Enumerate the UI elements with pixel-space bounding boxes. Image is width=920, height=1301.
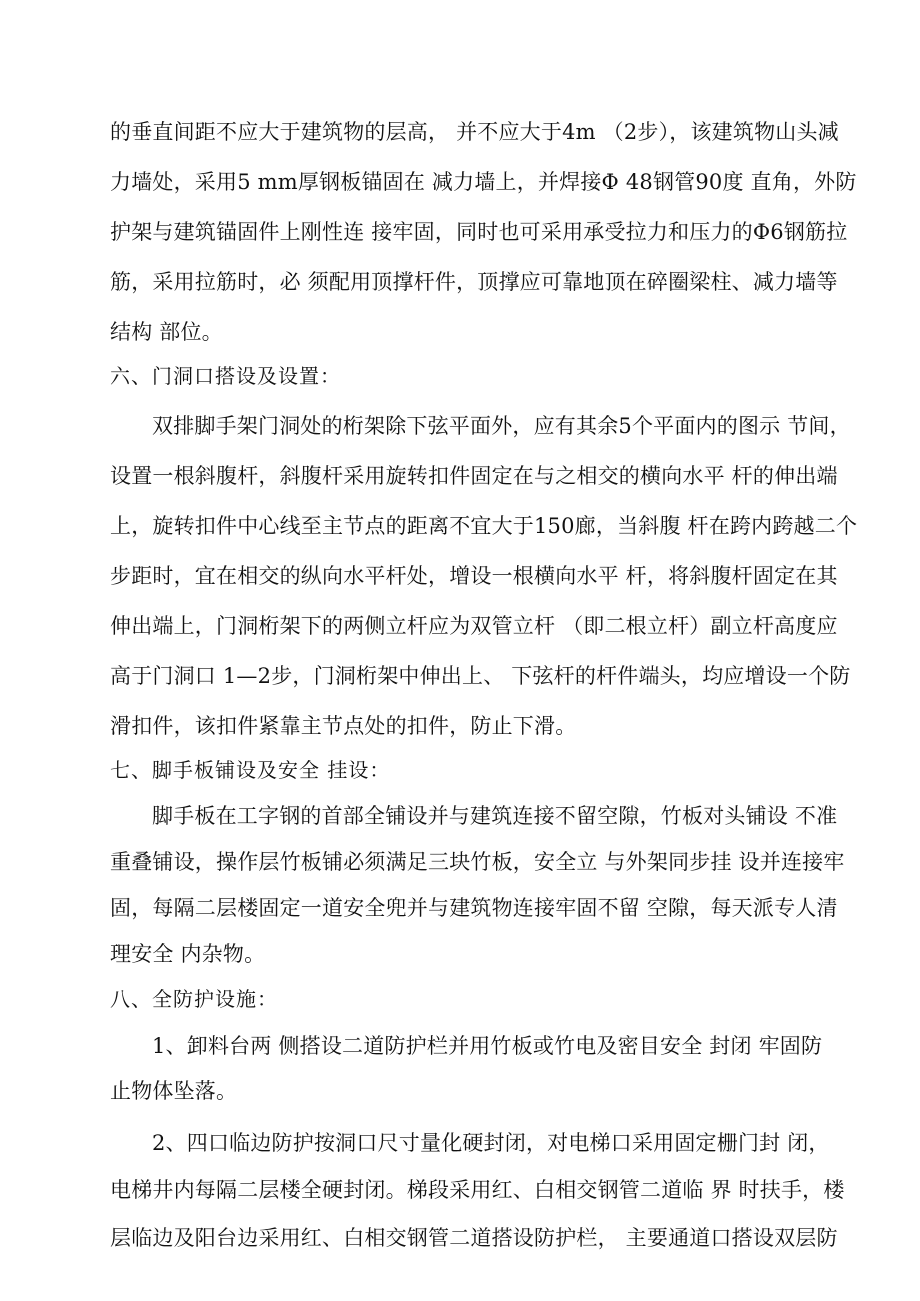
paragraph-line: 止物体坠落。 (110, 1079, 238, 1103)
paragraph-line: 双排脚手架门洞处的桁架除下弦平面外，应有其余5个平面内的图示 节间， (152, 414, 851, 438)
paragraph-line: 重叠铺设，操作层竹板铺必须满足三块竹板，安全立 与外架同步挂 设并连接牢 (110, 850, 845, 874)
paragraph-line: 步距时，宜在相交的纵向水平杆处，增设一根横向水平 杆，将斜腹杆固定在其 (110, 564, 838, 588)
paragraph-line: 力墙处，采用5 mm厚钢板锚固在 减力墙上，并焊接Φ 48钢管90度 直角，外防 (110, 170, 857, 194)
paragraph-line: 筋，采用拉筋时，必 须配用顶撑杆件，顶撑应可靠地顶在碎圈梁柱、减力墙等 (110, 270, 838, 294)
paragraph-line: 结构 部位。 (110, 320, 223, 344)
paragraph-line: 脚手板在工字钢的首部全铺设并与建筑连接不留空隙，竹板对头铺设 不准 (152, 804, 838, 828)
paragraph-line: 设置一根斜腹杆，斜腹杆采用旋转扣件固定在与之相交的横向水平 杆的伸出端 (110, 464, 838, 488)
section-heading-6: 六、门洞口搭设及设置： (110, 364, 341, 388)
paragraph-line: 高于门洞口 1—2步，门洞桁架中伸出上、 下弦杆的杆件端头，均应增设一个防 (110, 664, 851, 688)
paragraph-line: 1、卸料台两 侧搭设二道防护栏并用竹板或竹电及密目安全 封闭 牢固防 (152, 1034, 823, 1058)
paragraph-line: 层临边及阳台边采用红、白相交钢管二道搭设防护栏， 主要通道口搭设双层防 (110, 1226, 838, 1250)
paragraph-line: 伸出端上，门洞桁架下的两侧立杆应为双管立杆 （即二根立杆）副立杆高度应 (110, 614, 838, 638)
paragraph-line: 的垂直间距不应大于建筑物的层高， 并不应大于4m （2步），该建筑物山头减 (110, 120, 839, 144)
paragraph-line: 护架与建筑锚固件上刚性连 接牢固，同时也可采用承受拉力和压力的Φ6钢筋拉 (110, 220, 848, 244)
paragraph-line: 理安全 内杂物。 (110, 942, 266, 966)
section-heading-7: 七、脚手板铺设及安全 挂设： (110, 758, 391, 782)
paragraph-line: 固，每隔二层楼固定一道安全兜并与建筑物连接牢固不留 空隙，每天派专人清 (110, 896, 838, 920)
paragraph-line: 电梯井内每隔二层楼全硬封闭。梯段采用红、白相交钢管二道临 界 时扶手，楼 (110, 1178, 845, 1202)
paragraph-line: 2、四口临边防护按洞口尺寸量化硬封闭，对电梯口采用固定栅门封 闭， (152, 1131, 830, 1155)
paragraph-line: 滑扣件，该扣件紧靠主节点处的扣件，防止下滑。 (110, 714, 577, 738)
paragraph-line: 上，旋转扣件中心线至主节点的距离不宜大于150廊，当斜腹 杆在跨内跨越二个 (110, 514, 858, 538)
section-heading-8: 八、全防护设施： (110, 987, 278, 1011)
